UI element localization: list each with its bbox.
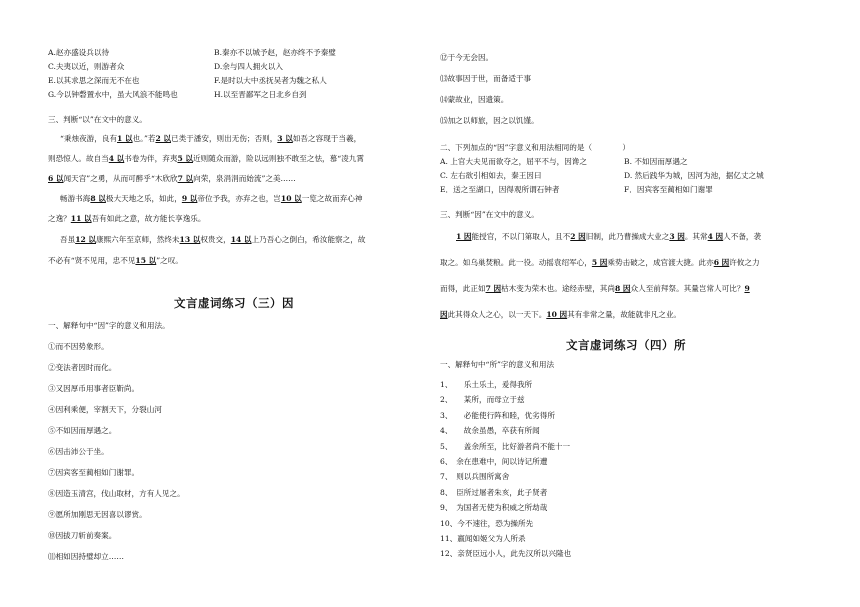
text: 则恐惊人。故自当 [48,154,109,163]
marker-4: 4 以 [108,154,125,163]
left-list-item: ⑩因拔刀斩前奏案。 [48,531,117,540]
marker-6: 6 因 [713,258,730,267]
right-option-d: D. 然后践华为城，因河为池，据亿丈之城 [624,171,764,180]
text: 也。”若 [132,134,156,143]
text: 已类于潘安，则出无伤；否则， [170,134,278,143]
left-option-c: C.夫夷以近，则游者众 [48,62,125,71]
right-continued-list-item: ⑫于今无会因。 [440,53,494,62]
marker-5: 5 以 [177,154,193,163]
left-passage-line-2 [48,154,364,164]
text: ”之叹。 [156,256,183,265]
left-option-e: E.以其求思之深而无不在也 [48,76,140,85]
text: 取之。如乌巢焚粮。此一役。动摇袁绍军心， [440,258,592,267]
text: “秉烛夜游，良有 [60,134,118,143]
right-passage-line-3 [440,284,750,294]
title-exercise-3: 文言虚词练习（三）因 [174,296,294,310]
marker-14: 14 以 [230,235,252,244]
right-list-item: 5、 盖余所至，比好游者尚不能十一 [440,441,571,451]
text: 许攸之力 [729,258,760,267]
left-list-item: ②变法者因时而化。 [48,363,117,372]
text: 向荣，泉涓涓而始流”之美…… [193,174,296,183]
left-list-item: ⑧因造玉清宫，伐山取材，方有人见之。 [48,489,185,498]
right-list-item: 3、 必能使行阵和睦，优劣得所 [440,410,555,420]
text: 帝位予我，亦弃之也，岂 [197,194,281,203]
right-continued-list-item: ⒀故事因于世，而备适于事 [440,74,532,83]
left-section3-title: 三、判断“以”在文中的意义。 [48,115,147,124]
marker-15: 15 以 [135,256,157,265]
left-option-a: A.赵亦盛设兵以待 [48,48,110,57]
text: 。其常 [684,232,708,241]
marker-1: 1 因 [456,232,472,241]
marker-10: 10 以 [280,194,302,203]
text: 之逸？ [48,214,71,223]
left-passage-line-3 [48,174,296,184]
left-list-item: ⑦因宾客至蔺相如门谢罪。 [48,468,140,477]
marker-13: 13 以 [179,235,201,244]
right-passage-line-1 [456,232,761,242]
title-exercise-4: 文言虚词练习（四）所 [566,338,686,352]
left-option-d: D.余与四人拥火以入 [214,62,283,71]
text: 上乃吾心之倒白，希汝能察之，故 [251,235,366,244]
right-list-item: 2、 某所，而母立于兹 [440,395,525,405]
text: 近则随众而游，险以远则独不敢至之怯，慕“凌九霄 [192,154,364,163]
marker-8: 8 因 [615,284,631,293]
marker-4: 4 因 [707,232,724,241]
right-list-item: 11、嬴闻如姬父为人所杀 [440,534,526,543]
text: 众人至前拜祭。其量岂常人可比？ [630,284,745,293]
right-option-c: C. 左右欲引相如去，秦王因曰 [440,171,542,180]
right-section2-title: 二、下列加点的“因”字意义和用法相同的是（ ） [440,143,631,152]
right-option-f: F．因宾客至蔺相如门谢罪 [624,185,713,194]
marker-9: 9 [744,284,750,293]
marker-8: 8 以 [90,194,106,203]
right-list-item: 7、 则以兵围所寓舍 [440,472,510,482]
left-list-item: ③又因厚币用事者臣靳尚。 [48,384,140,393]
left-list-item: ⑾相如因持璧却立…… [48,552,124,561]
left-list-item: ⑨愿所加刚思无因喜以谬赏。 [48,510,147,519]
right-options-grid [440,157,830,197]
text: 一览之故而弃心神 [301,194,363,203]
right-section1-title: 一、解释句中“所”字的意义和用法 [440,360,555,369]
left-list-item: ①而不因势象形。 [48,342,109,351]
left-passage-line-5 [48,214,206,224]
marker-2: 2 以 [155,134,171,143]
marker-7: 7 以 [177,174,194,183]
marker-1: 1 以 [117,134,133,143]
right-option-b: B. 不如因而厚遇之 [624,157,688,166]
text: 人不备，袭 [723,232,762,241]
right-passage-line-4 [440,310,681,320]
right-list-item: 4、 故余虽愚，卒获有所闻 [440,426,540,436]
right-list-item: 10、今不速往，恐为操所先 [440,518,534,528]
marker-9-cont: 因 [440,310,448,319]
right-list-item: 6、 余在患难中，间以诗记所遭 [440,457,548,466]
left-option-h: H.以至晋鄙军之日北乡自刭 [214,90,307,99]
left-section1-title: 一、解释句中“因”字的意义和用法。 [48,321,170,330]
text: 其有非常之量，故能就非凡之业。 [567,310,682,319]
text: 吾有如此之意，故方能长享逸乐。 [91,214,206,223]
marker-5: 5 因 [591,258,608,267]
marker-9: 9 以 [181,194,198,203]
text: 枯木变为荣木也。途经赤壁，其尚 [501,284,615,293]
right-option-e: E．送之至湖口，因得观所谓石钟者 [440,185,560,194]
left-list-item: ④因利乘便，宰割天下，分裂山河 [48,405,162,414]
marker-7: 7 因 [485,284,502,293]
marker-11: 11 以 [70,214,92,223]
marker-12: 12 以 [75,235,96,244]
right-list-item: 12、亲贤臣远小人，此先汉所以兴隆也 [440,549,572,559]
left-passage-line-4 [60,194,362,204]
text: 乘势击破之，成官渡大捷。此亦 [607,258,714,267]
text: 不必有“贤不见用，忠不见 [48,256,136,265]
text: 此其得众人之心，以一天下。 [447,310,547,319]
left-options-grid [48,48,428,100]
text: 吾虽 [60,235,76,244]
right-list-item: 9、 为国者无使为积威之所劫哉 [440,503,548,513]
text: 康熙六年至京师，然终未 [96,235,180,244]
text: 权贵交， [200,235,231,244]
left-passage-line-6 [60,235,365,245]
text: 能授官，不以门第取人，且不 [471,232,571,241]
right-continued-list-item: ⒂加之以师旅，因之以饥馑。 [440,116,539,125]
text: 而得，此正如 [440,284,486,293]
left-list-item: ⑥因击沛公于坐。 [48,447,109,456]
text: 书卷为伴，弃夷 [124,154,178,163]
text: 如吾之容现于当羲， [292,134,362,143]
marker-3: 3 因 [669,232,685,241]
text: 闻天宫”之勇，从而可醉乎“木欣欣 [63,174,178,183]
marker-3: 3 以 [277,134,293,143]
text: 极大天地之乐，如此， [105,194,182,203]
left-passage-line-7 [48,256,183,266]
left-list-item: ⑤不如因而厚遇之。 [48,426,117,435]
right-list-item: 8、 臣所过屠者朱亥，此子贤者 [440,487,548,497]
right-option-a: A. 上官大夫见而欲夺之，屈平不与，因谗之 [440,157,587,166]
marker-6: 6 以 [48,174,64,183]
marker-10: 10 因 [546,310,568,319]
right-continued-list-item: ⒁蒙故业，因遗策。 [440,95,509,104]
left-option-f: F.是时以大中丞抚吴者为魏之私人 [214,76,327,85]
right-passage-line-2 [440,258,760,268]
right-list-item: 1、 乐土乐土，爰得我所 [440,380,533,389]
right-section3-title: 三、判断“因”在文中的意义。 [440,210,539,219]
text: 畅游书海 [60,194,91,203]
left-option-g: G.今以钟磬置水中，虽大风浪不能鸣也 [48,90,178,99]
text: 旧制，此乃曹操成大业之 [585,232,670,241]
left-option-b: B.秦亦不以城予赵，赵亦终不予秦璧 [214,48,336,57]
left-passage-line-1 [60,134,361,144]
marker-2: 2 因 [570,232,586,241]
